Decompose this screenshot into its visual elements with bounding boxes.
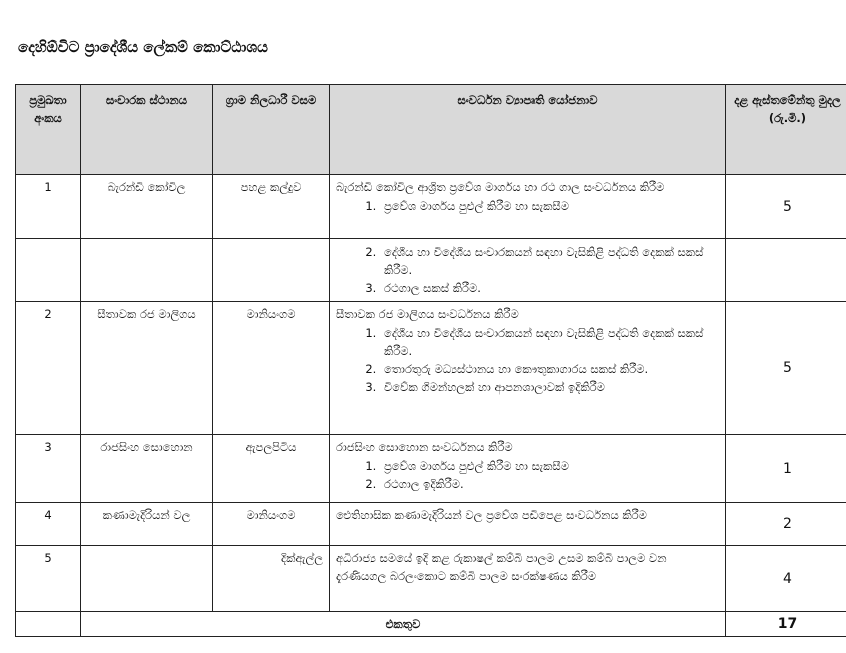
plan-item: 1. ප්‍රවේශ මාර්ගය පුළුල් කිරීම හා සැකසීම	[380, 197, 719, 215]
cell-plan: ඓතිහාසික කණාමැදිරියන් වල ප්‍රවේශ පඩිපෙළ සංවර්ධනය කිරීම	[330, 503, 726, 546]
cell-gn: මානියංගම	[213, 302, 330, 435]
total-label: එකතුව	[81, 612, 726, 637]
cell-cost: 2	[726, 503, 846, 546]
plan-text: සීතාවක රජ මාලිගය සංවර්ධනය කිරීම	[336, 307, 519, 321]
plan-list	[336, 197, 719, 215]
cell-cost	[726, 239, 846, 302]
cell-site: රාජසිංහ සොහොන	[81, 435, 213, 503]
projects-table	[15, 84, 846, 637]
cell-no: 1	[16, 175, 81, 239]
header-site: සංචාරක ස්ථානය	[81, 85, 213, 175]
header-gn: ග්‍රාම නිලධාරී වසම	[213, 85, 330, 175]
cell-no: 5	[16, 546, 81, 612]
table-row	[16, 503, 846, 546]
plan-list	[336, 324, 719, 396]
cell-plan	[330, 175, 726, 239]
total-row	[16, 612, 846, 637]
plan-list	[336, 243, 719, 297]
cell-gn	[213, 239, 330, 302]
plan-item: 3. රථගාල සකස් කිරීම.	[380, 279, 719, 297]
cell-cost: 5	[726, 175, 846, 239]
cell-gn: පහළ කල්දුව	[213, 175, 330, 239]
table-row	[16, 302, 846, 435]
table-row	[16, 175, 846, 239]
cell-gn: දික්ඇල්ල	[213, 546, 330, 612]
cell-no: 4	[16, 503, 81, 546]
cell-no	[16, 612, 81, 637]
plan-item: 1. දේශීය හා විදේශීය සංචාරකයන් සඳහා වැසිකිළි පද්ධති දෙකක් සකස් කිරීම.	[380, 324, 719, 360]
cell-gn: මානියංගම	[213, 503, 330, 546]
cell-plan: අධිරාජ්‍ය සමයේ ඉදි කළ රුකාෂල් කම්බි පාලම උසම කම්බි පාලම වන දැරණියගල බරලංකොට කම්බි පාලම සංරක්ෂණය කිරීම	[330, 546, 726, 612]
plan-item: 2. තොරතුරු මධ්‍යස්ථානය හා කෞතුකාගාරය සකස් කිරීම.	[380, 360, 719, 378]
cell-cost: 5	[726, 302, 846, 435]
cell-cost: 1	[726, 435, 846, 503]
cell-no: 2	[16, 302, 81, 435]
page-title: දෙහිඕවිට ප්‍රාදේශීය ලේකම් කොට්ඨාශය	[18, 38, 268, 56]
cell-site: කණාමැදිරියන් වල	[81, 503, 213, 546]
cell-plan	[330, 435, 726, 503]
plan-text: රාජසිංහ සොහොන සංවර්ධනය කිරීම	[336, 440, 513, 454]
plan-item: 2. රථගාල ඉදිකිරීම.	[380, 475, 719, 493]
cell-site: බැරන්ඩි කෝවිල	[81, 175, 213, 239]
table-row	[16, 435, 846, 503]
cell-gn: ඇපලපිටිය	[213, 435, 330, 503]
table-header-row	[16, 85, 846, 175]
plan-list	[336, 457, 719, 493]
cell-site	[81, 546, 213, 612]
plan-item: 3. විවේක ගිමන්හලක් හා ආපනශාලාවක් ඉදිකිරීම	[380, 378, 719, 396]
header-plan: සංවර්ධන ව්‍යාපෘති යෝජනාව	[330, 85, 726, 175]
total-value: 17	[726, 612, 846, 637]
cell-no: 3	[16, 435, 81, 503]
plan-item: 1. ප්‍රවේශ මාර්ගය පුළුල් කිරීම හා සැකසීම	[380, 457, 719, 475]
table-row	[16, 239, 846, 302]
cell-plan	[330, 239, 726, 302]
plan-text: බැරන්ඩි කෝවිල ආශ්‍රිත ප්‍රවේශ මාර්ගය හා රථ ගාල සංවර්ධනය කිරීම	[336, 180, 665, 194]
cell-plan	[330, 302, 726, 435]
plan-item: 2. දේශීය හා විදේශීය සංචාරකයන් සඳහා වැසිකිළි පද්ධති දෙකක් සකස් කිරීම.	[380, 243, 719, 279]
cell-site: සීතාවක රජ මාලිගය	[81, 302, 213, 435]
cell-no	[16, 239, 81, 302]
cell-cost: 4	[726, 546, 846, 612]
header-cost: දළ ඇස්තමේන්තු මුදල (රු.මි.)	[726, 85, 846, 175]
header-priority: ප්‍රමුඛතා අංකය	[16, 85, 81, 175]
table-row	[16, 546, 846, 612]
cell-site	[81, 239, 213, 302]
